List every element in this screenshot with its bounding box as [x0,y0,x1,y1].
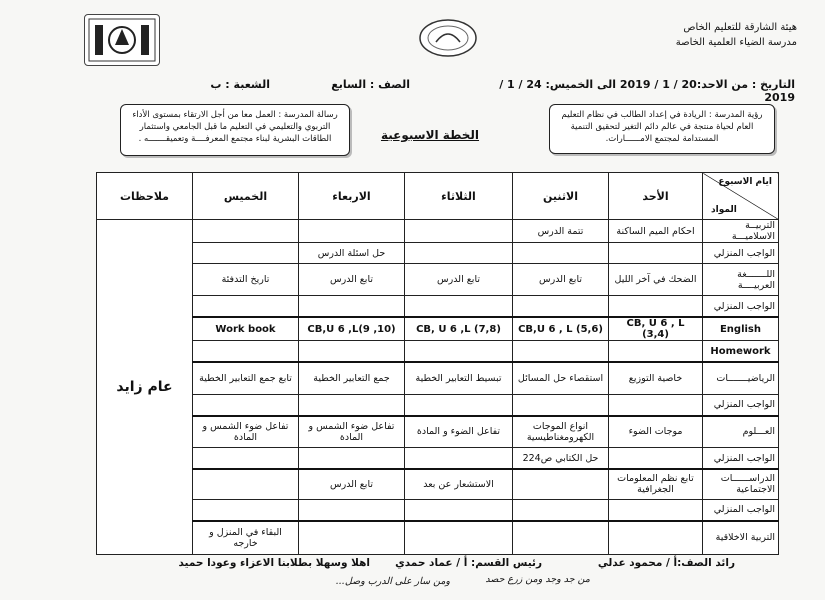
table-row [97,341,779,363]
lesson-cell: تفاعل الضوء و المادة [405,416,513,448]
homework-cell [609,448,703,470]
lesson-cell: استقصاء حل المسائل [513,362,609,394]
lesson-cell: تابع الدرس [405,264,513,296]
school-crest-logo [84,14,160,66]
vision-box: رؤية المدرسة : الريادة في إعداد الطالب في نظام التعليم العام لحياة منتجة في عالم دائم التغير لتحقيق التنمية المستدامة لمجتمع الامــــــارات. [549,104,775,154]
homework-label: الواجب المنزلي [703,243,779,264]
homework-cell [513,243,609,264]
authority-name: هيئة الشارقة للتعليم الخاص [683,22,797,33]
school-name: مدرسة الضياء العلمية الخاصة [675,37,797,48]
mission-box: رسالة المدرسة : العمل معا من أجل الارتقاء بمستوى الأداء التربوي والتعليمي في التعليم ما قبل الجامعي واستثمار الطاقات البشرية لبناء مجتمع المعرفــــة وتعميقـــــــه . [120,104,350,156]
homework-cell [405,394,513,416]
subject-cell: English [703,317,779,341]
lesson-cell: خاصية التوزيع [609,362,703,394]
homework-cell [609,296,703,318]
homework-label: الواجب المنزلي [703,499,779,521]
homework-cell [299,499,405,521]
weekly-plan-table [96,172,779,555]
day-header-wed: الاربعاء [299,173,405,220]
lesson-cell: تاريخ التدفئة [193,264,299,296]
subject-cell: التربية الاخلاقية [703,521,779,555]
lesson-cell: تفاعل ضوء الشمس و المادة [299,416,405,448]
subject-cell: اللـــــــغة العربيــــة [703,264,779,296]
subject-cell: الرياضيـــــــات [703,362,779,394]
lesson-cell: CB,U 6 ,L(9 ,10) [299,317,405,341]
lesson-cell: تتمة الدرس [513,220,609,243]
homework-label: الواجب المنزلي [703,296,779,318]
subject-cell: العـــلوم [703,416,779,448]
homework-cell [609,394,703,416]
homework-cell [609,341,703,363]
table-row [97,499,779,521]
lesson-cell: انواع الموجات الكهرومغناطيسية [513,416,609,448]
lesson-cell: تابع جمع التعابير الخطية [193,362,299,394]
day-header-mon: الاثنين [513,173,609,220]
org-header [597,20,797,50]
homework-cell [405,243,513,264]
table-row [97,362,779,394]
plan-title: الخطة الاسبوعية [380,128,480,142]
class-leader: رائد الصف:أ / محمود عدلي [597,557,735,569]
table-row [97,469,779,499]
lesson-cell: تابع نظم المعلومات الجغرافية [609,469,703,499]
section-label: الشعبة : ب [210,78,270,91]
table-row [97,448,779,470]
table-row [97,317,779,341]
authority-seal-logo [418,18,478,58]
homework-cell [193,448,299,470]
table-row [97,521,779,555]
lesson-cell: تابع الدرس [299,264,405,296]
homework-cell [193,243,299,264]
subject-cell: الدراســــــات الاجتماعية [703,469,779,499]
notes-header: ملاحظات [97,173,193,220]
lesson-cell: تفاعل ضوء الشمس و المادة [193,416,299,448]
homework-cell [193,499,299,521]
lesson-cell [299,220,405,243]
day-header-sun: الأحد [609,173,703,220]
homework-cell [609,499,703,521]
lesson-cell [513,469,609,499]
day-header-tue: الثلاثاء [405,173,513,220]
lesson-cell [193,220,299,243]
homework-cell [609,243,703,264]
corner-cell [703,173,779,220]
homework-cell [405,341,513,363]
homework-cell [193,394,299,416]
homework-cell [299,394,405,416]
homework-cell [405,296,513,318]
corner-subjects-label: المواد [711,205,737,215]
table-row [97,394,779,416]
homework-cell [513,394,609,416]
lesson-cell: CB, U 6 , L (3,4) [609,317,703,341]
proverb-line-1: من جد وجد ومن زرع حصد [485,574,590,585]
table-row [97,220,779,243]
lesson-cell [405,220,513,243]
table-row [97,243,779,264]
table-row [97,416,779,448]
lesson-cell [405,521,513,555]
homework-cell [405,448,513,470]
department-head: رئيس القسم: أ / عماد حمدي [395,557,542,569]
lesson-cell: جمع التعابير الخطية [299,362,405,394]
lesson-cell: Work book [193,317,299,341]
lesson-cell: موجات الضوء [609,416,703,448]
lesson-cell: تبسيط التعابير الخطية [405,362,513,394]
date-range: التاريخ : من الاحد:20 / 1 / 2019 الى الخميس: 24 / 1 / 2019 [499,78,795,104]
proverb-line-2: ومن سار على الدرب وصل... [335,576,450,587]
lesson-cell: البقاء في المنزل و خارجه [193,521,299,555]
notes-cell: عام زايد [97,220,193,555]
homework-cell [299,341,405,363]
table-header-row [97,173,779,220]
lesson-cell [299,521,405,555]
homework-label: Homework [703,341,779,363]
lesson-cell [513,521,609,555]
homework-cell: حل اسئلة الدرس [299,243,405,264]
lesson-cell: تابع الدرس [513,264,609,296]
homework-cell [405,499,513,521]
homework-cell: حل الكتابي ص224 [513,448,609,470]
homework-cell [513,499,609,521]
homework-cell [513,341,609,363]
homework-label: الواجب المنزلي [703,394,779,416]
lesson-cell: تابع الدرس [299,469,405,499]
homework-label: الواجب المنزلي [703,448,779,470]
lesson-cell [609,521,703,555]
table-row [97,296,779,318]
lesson-cell: الاستشعار عن بعد [405,469,513,499]
day-header-thu: الخميس [193,173,299,220]
subject-cell: التربيــة الاسلاميـــة [703,220,779,243]
homework-cell [513,296,609,318]
lesson-cell [193,469,299,499]
table-row [97,264,779,296]
lesson-cell: احكام الميم الساكنة [609,220,703,243]
lesson-cell: الضحك في آخر الليل [609,264,703,296]
homework-cell [299,448,405,470]
welcome-message: اهلا وسهلا بطلابنا الاعزاء وعودا حميد [178,557,370,569]
seal-icon [418,18,478,58]
homework-cell [193,341,299,363]
lesson-cell: CB, U 6 ,L (7,8) [405,317,513,341]
corner-days-label: ايام الاسبوع [718,177,772,187]
homework-cell [299,296,405,318]
lesson-cell: CB,U 6 , L (5,6) [513,317,609,341]
grade-label: الصف : السابع [331,78,410,91]
crest-icon [85,15,159,65]
homework-cell [193,296,299,318]
